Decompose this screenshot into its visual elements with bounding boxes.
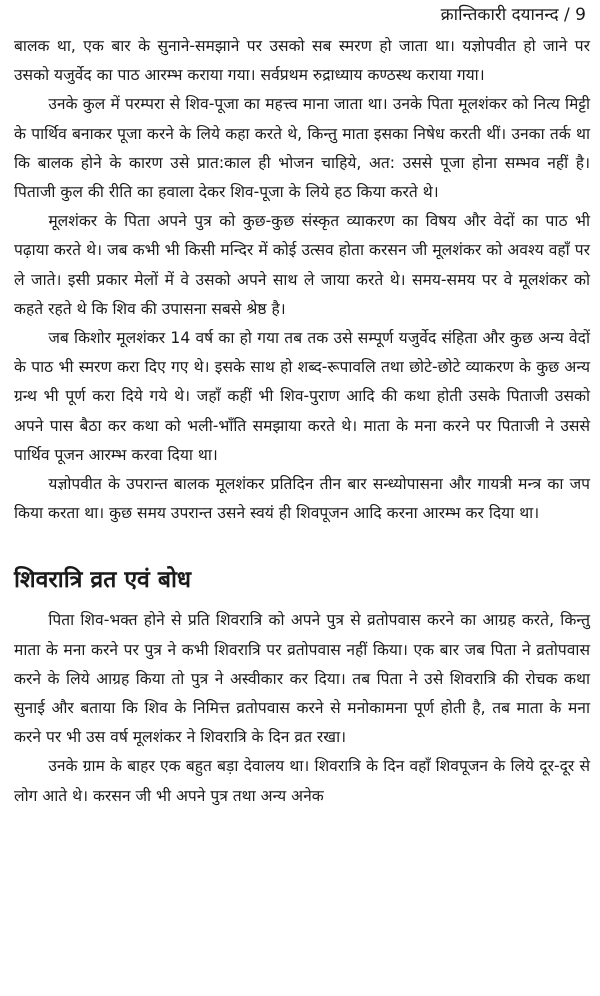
main-text [14, 32, 590, 811]
paragraph: मूलशंकर के पिता अपने पुत्र को कुछ-कुछ संस्कृत व्याकरण का विषय और वेदों का पाठ भी पढ़ाया करते थे। जब कभी भी किसी मन्दिर में कोई उत्सव होता करसन जी मूलशंकर को अवश्य वहाँ पर ले जाते। इसी प्रकार मेलों में वे उसको अपने साथ ले जाया करते थे। समय-समय पर वे मूलशंकर को कहते रहते थे कि शिव की उपासना सबसे श्रेष्ठ है। [14, 212, 590, 318]
page-separator: / [564, 5, 570, 25]
book-title: क्रान्तिकारी दयानन्द [440, 5, 559, 25]
paragraph: जब किशोर मूलशंकर 14 वर्ष का हो गया तब तक उसे सम्पूर्ण यजुर्वेद संहिता और कुछ अन्य वेदों के पाठ भी स्मरण करा दिए गए थे। इसके साथ हो शब्द-रूपावलि तथा छोटे-छोटे व्याकरण के कुछ अन्य ग्रन्थ भी पूर्ण करा दिये गये थे। जहाँ कहीं भी शिव-पुराण आदि की कथा होती उसके पिताजी उसको अपने पास बैठा कर कथा को भली-भाँति समझाया करते थे। माता के मना करने पर पिताजी ने उससे पार्थिव पूजन आरम्भ करवा दिया था। [14, 329, 590, 464]
paragraph: उनके ग्राम के बाहर एक बहुत बड़ा देवालय था। शिवरात्रि के दिन वहाँ शिवपूजन के लिये दूर-दूर से लोग आते थे। करसन जी भी अपने पुत्र तथा अन्य अनेक [14, 757, 590, 805]
paragraph: यज्ञोपवीत के उपरान्त बालक मूलशंकर प्रतिदिन तीन बार सन्ध्योपासना और गायत्री मन्त्र का जप किया करता था। कुछ समय उपरान्त उसने स्वयं ही शिवपूजन आदि करना आरम्भ कर दिया था। [14, 475, 590, 523]
running-head [14, 2, 590, 32]
page-number: 9 [575, 5, 586, 25]
paragraph: पिता शिव-भक्त होने से प्रति शिवरात्रि को अपने पुत्र से व्रतोपवास करने का आग्रह करते, किन्तु माता के मना करने पर पुत्र ने कभी शिवरात्रि पर व्रतोपवास नहीं किया। एक बार जब पिता ने व्रतोपवास करने के लिये आग्रह किया तो पुत्र ने अस्वीकार कर दिया। तब पिता ने उसे शिवरात्रि की रोचक कथा सुनाई और बताया कि शिव के निमित्त व्रतोपवास करने से मनोकामना पूर्ण होती है, तब माता के मना करने पर भी उस वर्ष मूलशंकर ने शिवरात्रि के दिन व्रत रखा। [14, 611, 590, 747]
paragraph: बालक था, एक बार के सुनाने-समझाने पर उसको सब स्मरण हो जाता था। यज्ञोपवीत हो जाने पर उसको यजुर्वेद का पाठ आरम्भ कराया गया। सर्वप्रथम रुद्राध्याय कण्ठस्थ कराया गया। [14, 37, 590, 85]
paragraph: उनके कुल में परम्परा से शिव-पूजा का महत्त्व माना जाता था। उनके पिता मूलशंकर को नित्य मिट्टी के पार्थिव बनाकर पूजा करने के लिये कहा करते थे, किन्तु माता इसका निषेध करती थीं। उनका तर्क था कि बालक होने के कारण उसे प्रात:काल ही भोजन चाहिये, अत: उससे पूजा होना सम्भव नहीं है। पिताजी कुल की रीति का हवाला देकर शिव-पूजा के लिये हठ किया करते थे। [14, 95, 590, 202]
section-heading: शिवरात्रि व्रत एवं बोध [14, 567, 192, 594]
